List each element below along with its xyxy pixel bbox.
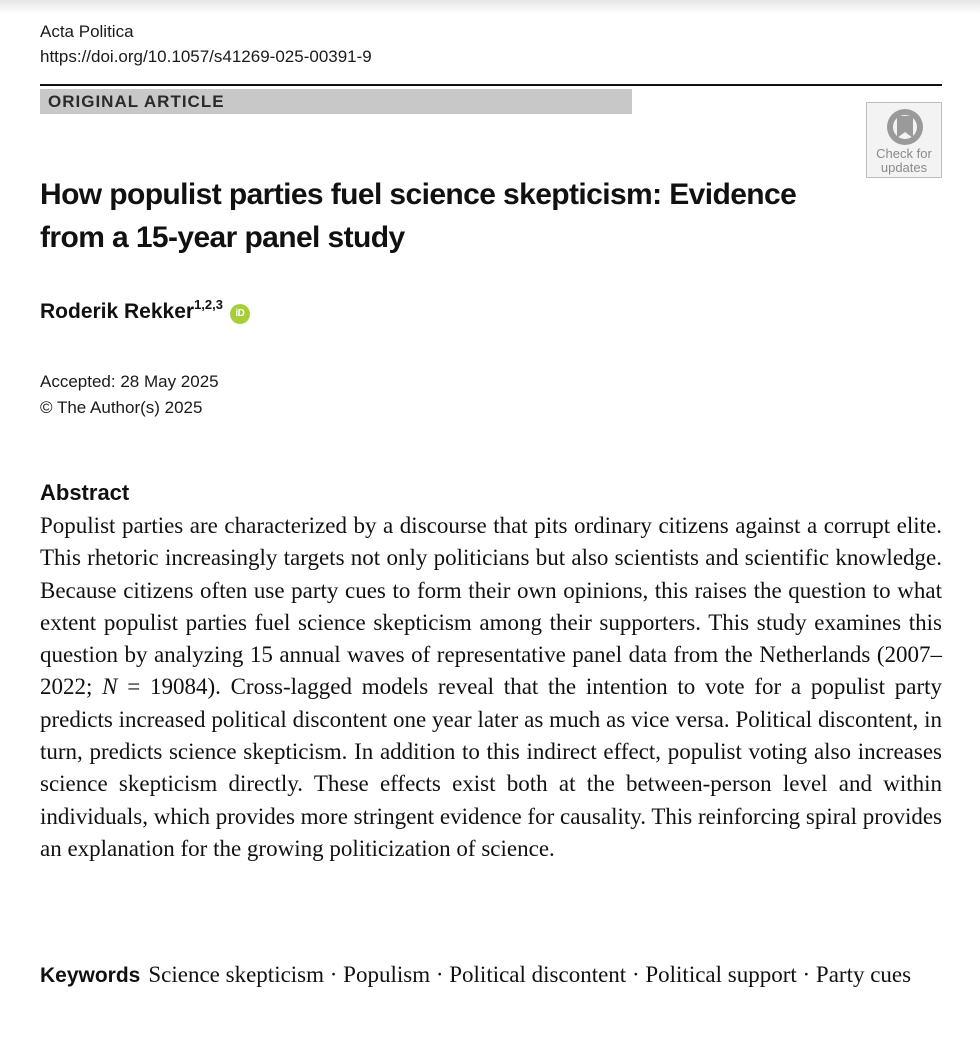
accepted-date: Accepted: 28 May 2025 xyxy=(40,372,219,391)
abstract-text-part1: Populist parties are characterized by a discourse that pits ordinary citizens against a corrupt elite. This rhetoric increasingly targets not only politicians but also scientists and scientific knowledge. Because citizens often use party cues to form their own opinions, this raises the question to what extent populist parties fuel science skepticism among their supporters. This study examines this question by analyzing 15 annual waves of representative panel data from the Netherlands (2007–2022; xyxy=(40,513,942,700)
keywords-list: Science skepticism · Populism · Political discontent · Political support · Party cues xyxy=(148,962,912,987)
author-name[interactable]: Roderik Rekker xyxy=(40,300,195,323)
abstract-n-symbol: N xyxy=(102,674,118,700)
abstract-heading: Abstract xyxy=(40,480,130,505)
keywords-label: Keywords xyxy=(40,964,141,987)
article-title: How populist parties fuel science skepticism: Evidence from a 15-year panel study xyxy=(40,178,797,254)
article-type-label: ORIGINAL ARTICLE xyxy=(48,92,225,111)
abstract-body xyxy=(40,510,942,865)
check-for-updates-text xyxy=(867,147,941,175)
check-for-updates-icon xyxy=(883,107,927,151)
journal-name: Acta Politica xyxy=(40,22,134,41)
abstract-text-part2: = 19084). Cross-lagged models reveal that the intention to vote for a populist party predicts increased political discontent one year later as much as vice versa. Political discontent, in turn, predicts science skepticism. In addition to this indirect effect, populist voting also increases science skepticism directly. These effects exist both at the between-person level and within individuals, which provides more stringent evidence for causality. This reinforcing spiral provides an explanation for the growing politicization of science. xyxy=(40,674,942,861)
keywords-block xyxy=(40,959,942,992)
author-line xyxy=(40,298,250,326)
check-for-updates-line1: Check for xyxy=(876,146,932,161)
check-for-updates-line2: updates xyxy=(880,160,928,175)
check-for-updates-badge[interactable] xyxy=(866,102,942,178)
top-shadow xyxy=(0,0,980,14)
doi-link[interactable]: https://doi.org/10.1057/s41269-025-00391-9 xyxy=(40,47,372,66)
author-affiliations[interactable]: 1,2,3 xyxy=(194,297,223,312)
orcid-icon[interactable]: iD xyxy=(230,304,250,324)
header-rule xyxy=(40,84,942,86)
article-type-banner xyxy=(40,89,632,114)
copyright-notice: © The Author(s) 2025 xyxy=(40,398,203,417)
